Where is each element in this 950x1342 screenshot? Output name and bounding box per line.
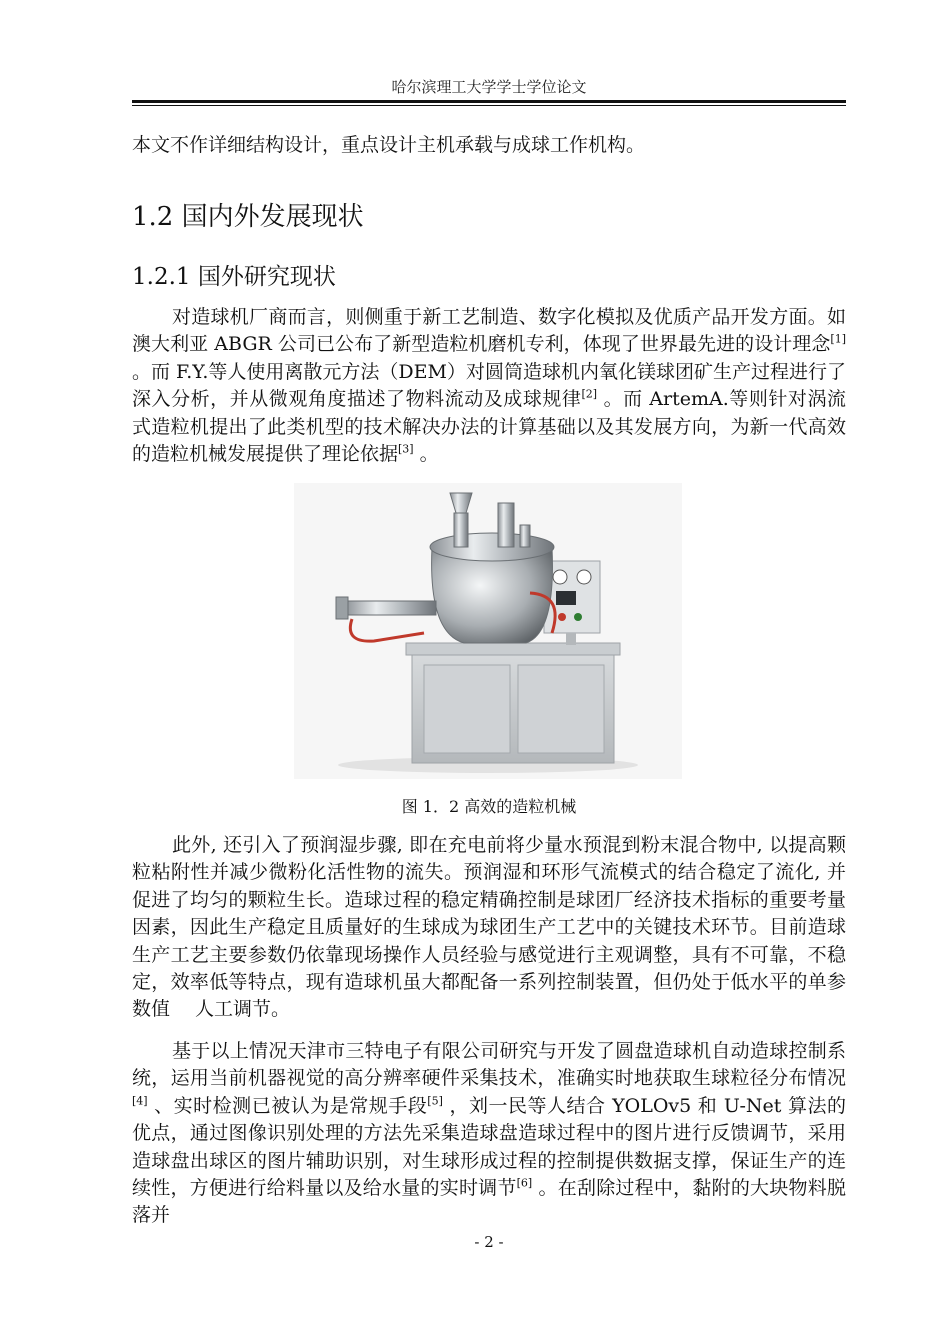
text-segment: 。: [413, 443, 439, 466]
granulator-illustration: [294, 483, 682, 779]
text-segment: 。而 F.Y.等人使用离散元方法（DEM）对圆筒造球机内氧化镁球团矿生产过程进行了深入分析，并从微观角度描述了物料流动及成球规律: [132, 360, 846, 411]
citation-5: [5]: [427, 1094, 443, 1108]
figure-granulator-machine: [294, 483, 682, 779]
text-segment: 对造球机厂商而言，则侧重于新工艺制造、数字化模拟及优质产品开发方面。如澳大利亚 ABGR 公司已公布了新型造粒机磨机专利，体现了世界最先进的设计理念: [132, 306, 846, 356]
subsection-heading: 1.2.1 国外研究现状: [132, 264, 336, 290]
paragraph-prewetting: 此外, 还引入了预润湿步骤, 即在充电前将少量水预混到粉末混合物中, 以提高颗粒粘附性并减少微粉化活性物的流失。预润湿和环形气流模式的结合稳定了流化, 并促进了均匀的颗粒生长。造球过程的稳定精确控制是球团厂经济技术指标的重要考量因素，因此生产稳定且质量好的生球成为球团生产工艺中的关键技术环节。目前造球生产工艺主要参数仍依靠现场操作人员经验与感觉进行主观调整，具有不可靠，不稳定，效率低等特点，现有造球机虽大都配备一系列控制装置，但仍处于低水平的单参数值 人工调节。: [132, 834, 846, 1021]
text-segment: 基于以上情况天津市三特电子有限公司研究与开发了圆盘造球机自动造球控制系统，运用当前机器视觉的高分辨率硬件采集技术，准确实时地获取生球粒径分布情况: [132, 1040, 846, 1090]
header-rule-thick: [132, 100, 846, 103]
paragraph-foreign-research: [132, 304, 846, 468]
section-heading: 1.2 国内外发展现状: [132, 202, 364, 232]
citation-6: [6]: [516, 1176, 533, 1190]
text-segment: ，刘一民等人结合 YOLOv5 和 U-Net 算法的优点，通过图像识别处理的方法先采集造球盘造球过程中的图片进行反馈调节，采用造球盘出球区的图片辅助识别，对生球形成过程的控制提供数据支撑，保证生产的连续性，方便进行给料量以及给水量的实时调节: [132, 1094, 846, 1200]
citation-2: [2]: [581, 387, 598, 401]
citation-3: [3]: [398, 442, 414, 456]
header-rule-thin: [132, 105, 846, 106]
text-segment: 、实时检测已被认为是常规手段: [147, 1094, 428, 1117]
intro-line: 本文不作详细结构设计，重点设计主机承载与成球工作机构。: [132, 134, 646, 156]
paragraph-sante-system: [132, 1038, 846, 1230]
running-header: 哈尔滨理工大学学士学位论文: [391, 78, 587, 96]
figure-caption: 图 1．2 高效的造粒机械: [401, 797, 577, 816]
text-segment: 。在刮除过程中，黏附的大块物料脱落并: [132, 1177, 846, 1227]
citation-4: [4]: [132, 1094, 148, 1108]
page-number: - 2 -: [474, 1233, 504, 1251]
citation-1: [1]: [830, 333, 846, 347]
text-segment: 。而 ArtemA.等则针对涡流式造粒机提出了此类机型的技术解决办法的计算基础以及其发展方向，为新一代高效的造粒机械发展提供了理论依据: [132, 388, 846, 466]
